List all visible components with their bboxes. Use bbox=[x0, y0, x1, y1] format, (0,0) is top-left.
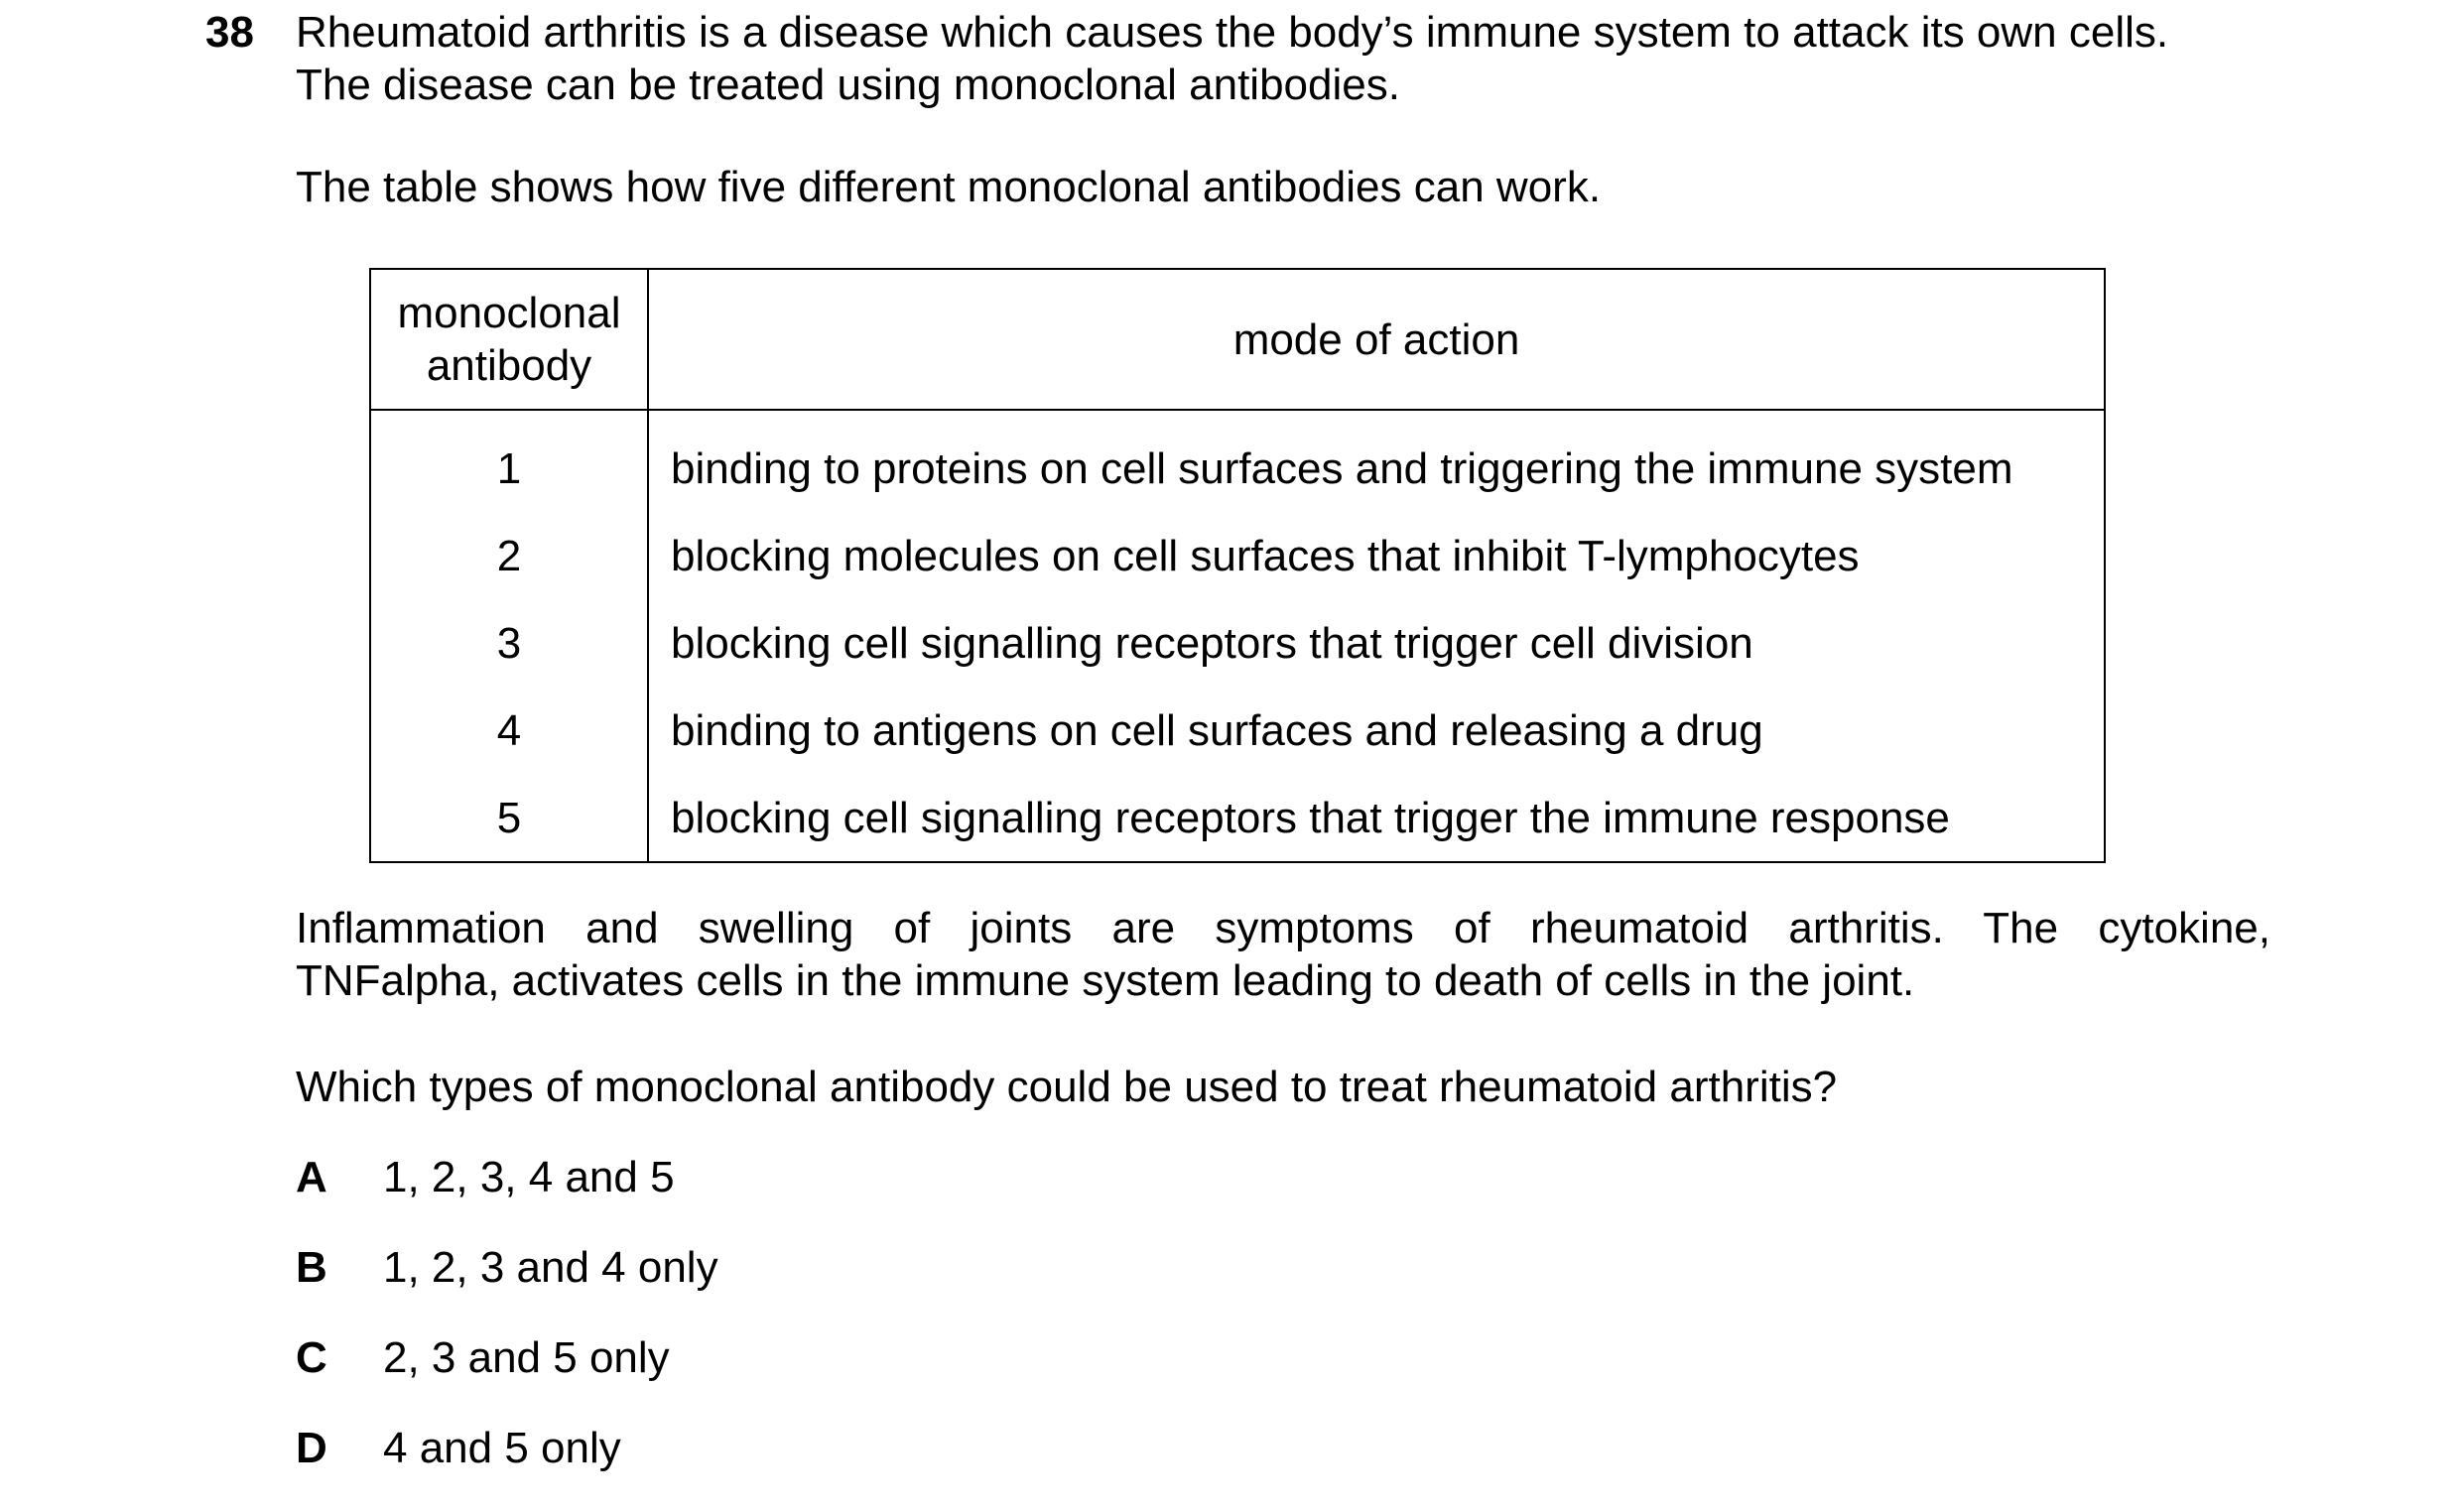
header-antibody: monoclonal antibody bbox=[370, 269, 648, 410]
question-number: 38 bbox=[205, 8, 254, 57]
option-text: 1, 2, 3, 4 and 5 bbox=[383, 1153, 675, 1201]
option-letter: B bbox=[296, 1243, 327, 1292]
table-intro: The table shows how five different monoclonal antibodies can work. bbox=[296, 163, 1602, 211]
option-letter: D bbox=[296, 1424, 327, 1472]
table-header-row bbox=[370, 269, 2105, 410]
mode-of-action: binding to proteins on cell surfaces and triggering the immune system bbox=[648, 410, 2105, 512]
table-row bbox=[370, 687, 2105, 774]
table-row bbox=[370, 410, 2105, 512]
option-letter: C bbox=[296, 1333, 327, 1382]
header-mode-of-action: mode of action bbox=[648, 269, 2105, 410]
intro-line: The disease can be treated using monoclonal antibodies. bbox=[296, 61, 1400, 109]
mode-of-action: blocking molecules on cell surfaces that inhibit T-lymphocytes bbox=[648, 512, 2105, 599]
antibody-number: 4 bbox=[370, 687, 648, 774]
option-text: 1, 2, 3 and 4 only bbox=[383, 1243, 718, 1292]
antibody-number: 1 bbox=[370, 410, 648, 512]
mode-of-action: blocking cell signalling receptors that trigger cell division bbox=[648, 599, 2105, 687]
context-line: TNFalpha, activates cells in the immune system leading to death of cells in the joint. bbox=[296, 956, 1915, 1005]
option-text: 4 and 5 only bbox=[383, 1424, 621, 1472]
mode-of-action: blocking cell signalling receptors that trigger the immune response bbox=[648, 774, 2105, 862]
antibody-number: 5 bbox=[370, 774, 648, 862]
table-row bbox=[370, 599, 2105, 687]
context-line: Inflammation and swelling of joints are symptoms of rheumatoid arthritis. The cytokine, bbox=[296, 904, 2270, 952]
mode-of-action: binding to antigens on cell surfaces and releasing a drug bbox=[648, 687, 2105, 774]
option-text: 2, 3 and 5 only bbox=[383, 1333, 670, 1382]
question-prompt: Which types of monoclonal antibody could be used to treat rheumatoid arthritis? bbox=[296, 1063, 1838, 1111]
antibody-number: 3 bbox=[370, 599, 648, 687]
antibody-table bbox=[369, 268, 2106, 863]
context-paragraph bbox=[296, 902, 2270, 1007]
intro-line: Rheumatoid arthritis is a disease which causes the body’s immune system to attack its own cells. bbox=[296, 8, 2169, 57]
table-row bbox=[370, 512, 2105, 599]
option-letter: A bbox=[296, 1153, 327, 1201]
question-intro bbox=[296, 6, 2270, 111]
table-row bbox=[370, 774, 2105, 862]
antibody-number: 2 bbox=[370, 512, 648, 599]
